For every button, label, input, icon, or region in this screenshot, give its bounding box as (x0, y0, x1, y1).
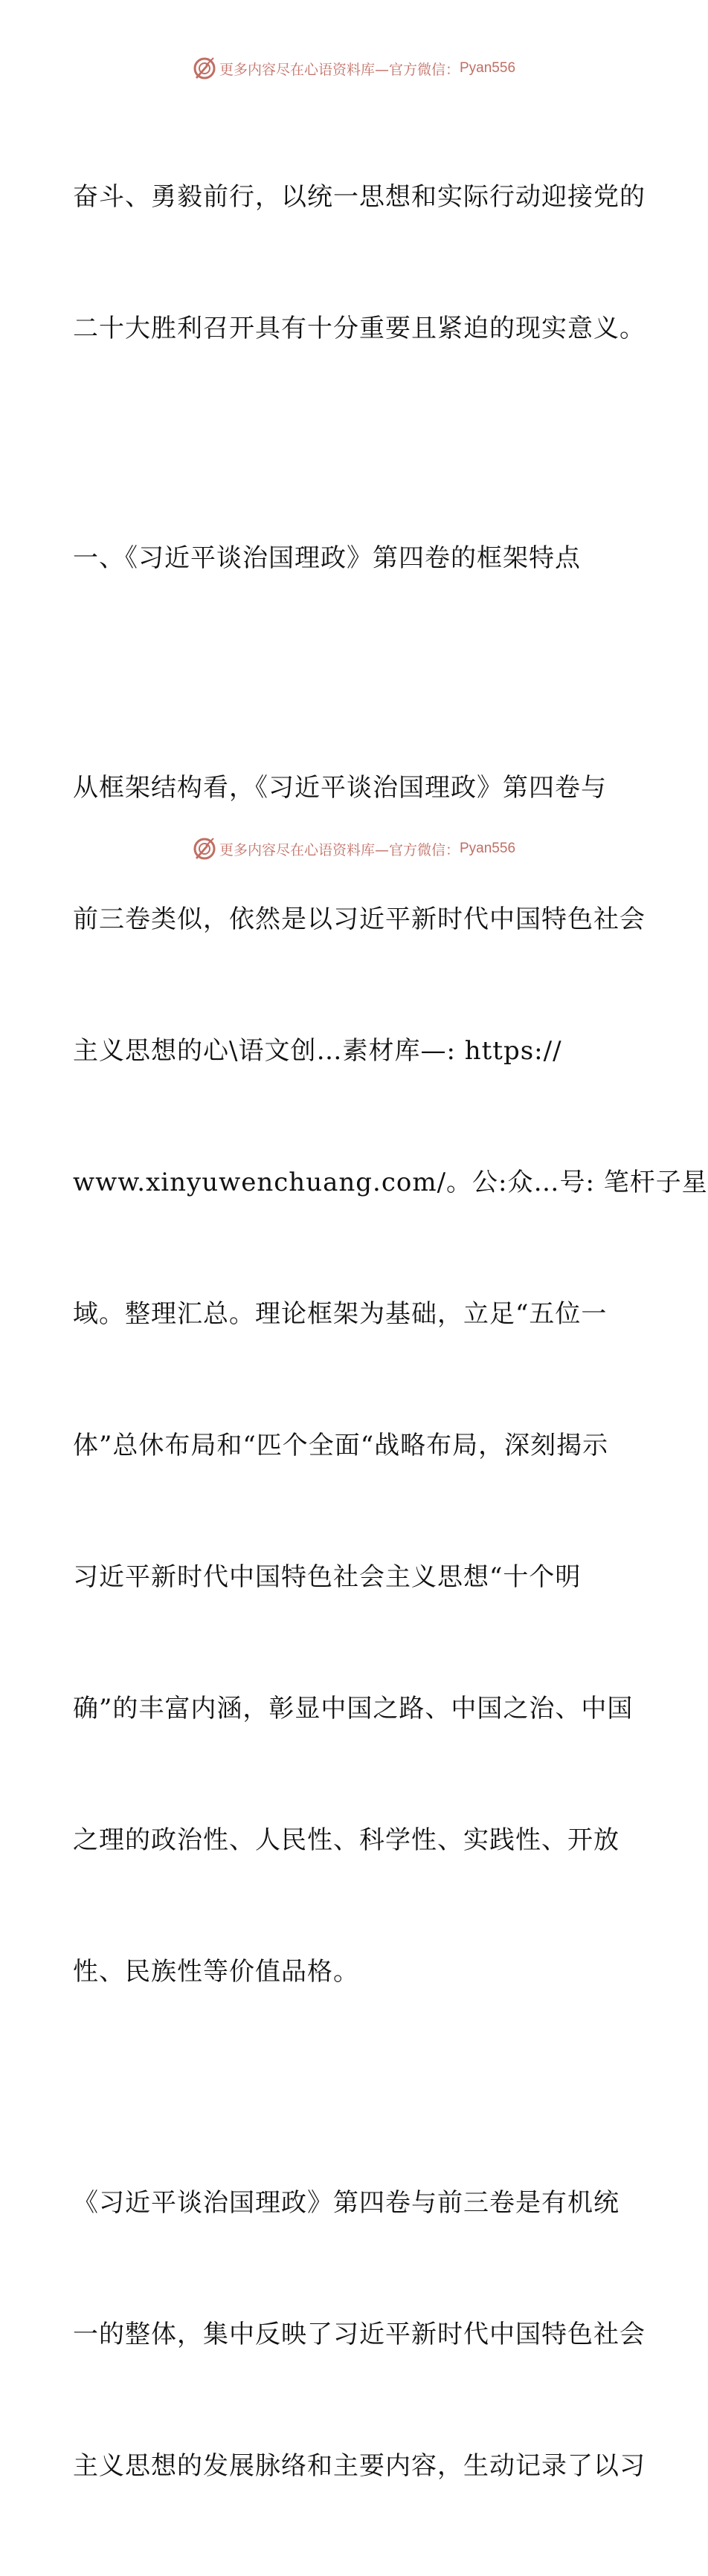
text-line: 《习近平谈治国理政》第四卷与前三卷是有机统 (73, 2188, 620, 2218)
text-line: 习近平新时代中国特色社会主义思想“十个明 (73, 1562, 582, 1592)
paragraph-3 (73, 2094, 646, 2576)
watermark-wechat-id: Pyan556 (460, 60, 516, 76)
pen-logo-icon (191, 835, 218, 862)
text-line: 前三卷类似，依然是以习近平新时代中国特色社会 (73, 904, 646, 934)
text-line: 性、民族性等价值品格。 (73, 1957, 359, 1987)
watermark-text: 更多内容尽在心语资料库—官方微信： (219, 61, 460, 78)
text-line: 之理的政治性、人民性、科学性、实践性、开放 (73, 1825, 620, 1855)
text-line: 主义思想的心\语文创…素材库—: https:// (73, 1036, 562, 1066)
watermark-wechat-id: Pyan556 (460, 841, 516, 856)
pen-logo-icon (191, 55, 218, 82)
document-body (73, 88, 708, 2576)
heading-line: 一、《习近平谈治国理政》第四卷的框架特点 (73, 543, 581, 573)
footer-watermark (0, 834, 707, 864)
text-line: 从框架结构看，《习近平谈治国理政》第四卷与 (73, 773, 607, 803)
text-line: 体”总休布局和“匹个全面“战略布局，深刻揭示 (73, 1431, 609, 1460)
watermark-text: 更多内容尽在心语资料库—官方微信： (219, 841, 460, 858)
text-line: 二十大胜利召开具有十分重要且紧迫的现实意义。 (73, 314, 646, 343)
paragraph-1 (73, 88, 646, 438)
header-watermark (0, 54, 707, 83)
paragraph-2 (73, 679, 708, 2082)
section-heading (73, 449, 638, 668)
text-line: 域。整理汇总。理论框架为基础，立足“五位一 (73, 1299, 608, 1329)
text-line: www.xinyuwenchuang.com/。公:众…号: 笔杆子星 (73, 1168, 708, 1197)
text-line: 奋斗、勇毅前行，以统一思想和实际行动迎接党的 (73, 182, 646, 212)
text-line: 确”的丰富内涵，彰显中国之路、中国之治、中国 (73, 1694, 634, 1724)
text-line: 一的整体，集中反映了习近平新时代中国特色社会 (73, 2320, 646, 2349)
text-line: 主义思想的发展脉络和主要内容，生动记录了以习 (73, 2451, 646, 2481)
